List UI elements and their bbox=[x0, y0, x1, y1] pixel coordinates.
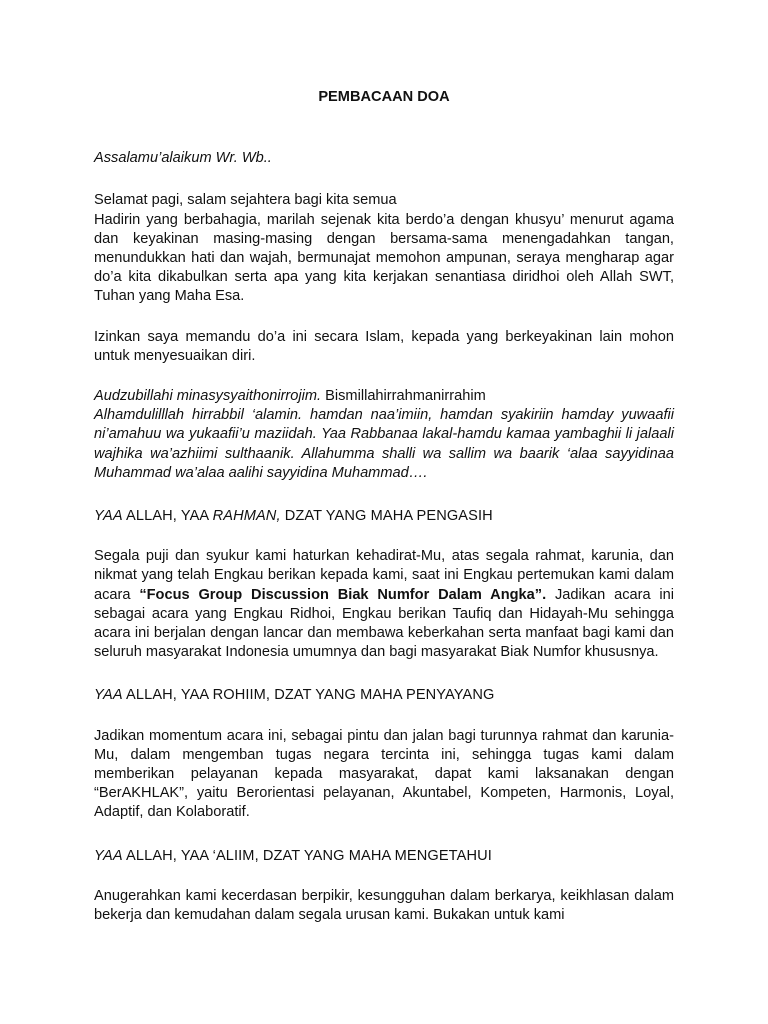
page-title: PEMBACAAN DOA bbox=[318, 89, 450, 105]
heading-yaa: YAA bbox=[94, 687, 123, 704]
praise-text-end: Jadikan acara ini sebagai acara yang Engkau Ridhoi, Engkau berikan Taufiq dan Hidayah-Mu sehingga acara ini berjalan dengan lancar dan membawa keberkahan serta manfaat bagi kami dan seluruh masyarakat Indonesia umumnya dan bagi masyarakat Biak Numfor khususnya. bbox=[94, 586, 675, 661]
event-name: “Focus Group Discussion Biak Numfor Dalam Angka”. bbox=[139, 586, 547, 603]
document-body bbox=[94, 88, 674, 925]
heading-text: ALLAH, YAA ‘ALIIM, DZAT YANG MAHA MENGETAHUI bbox=[122, 847, 492, 864]
section-heading-aliim bbox=[94, 847, 674, 866]
greeting: Assalamu’alaikum Wr. Wb.. bbox=[94, 150, 272, 167]
heading-text: ALLAH, YAA ROHIIM, DZAT YANG MAHA PENYAYANG bbox=[122, 687, 495, 704]
heading-yaa: YAA bbox=[94, 508, 123, 525]
paragraph-opening-line: Selamat pagi, salam sejahtera bagi kita semua bbox=[94, 192, 397, 209]
taawudz-text: Audzubillahi minasysyaithonirrojim. bbox=[94, 388, 322, 405]
praise-text: Segala puji dan syukur kami haturkan kehadirat-Mu, atas segala rahmat, karunia, dan nikmat yang telah Engkau berikan kepada kami, saat ini Engkau pertemukan kami dalam acara bbox=[94, 548, 674, 603]
paragraph-opening-prayer-intro bbox=[94, 387, 674, 406]
section-heading-rahman bbox=[94, 507, 674, 526]
paragraph-guidance: Izinkan saya memandu do’a ini secara Islam, kepada yang berkeyakinan lain mohon untuk menyesuaikan diri. bbox=[94, 328, 674, 364]
paragraph-momentum: Jadikan momentum acara ini, sebagai pintu dan jalan bagi turunnya rahmat dan karunia-Mu, dalam mengemban tugas negara tercinta ini, sehingga tugas kami dalam memberikan pelayanan kepada masyarakat, dapat kami laksanakan dengan “BerAKHLAK”, yaitu Berorientasi pelayanan, Akuntabel, Kompeten, Harmonis, Loyal, Adaptif, dan Kolaboratif. bbox=[94, 727, 674, 821]
section-heading-rohiim bbox=[94, 686, 674, 705]
paragraph-opening: Hadirin yang berbahagia, marilah sejenak kita berdo’a dengan khusyu’ menurut agama dan keyakinan masing-masing dengan bersama-sama menengadahkan tangan, menundukkan hati dan wajah, bermunajat memohon ampunan, seraya mengharap agar do’a kita dikabulkan serta apa yang kita kerjakan senantiasa diridhoi oleh Allah SWT, Tuhan yang Maha Esa. bbox=[94, 211, 674, 305]
paragraph-opening-prayer: Alhamdulilllah hirrabbil ‘alamin. hamdan naa’imiin, hamdan syakiriin hamday yuwaafii ni’amahuu wa yukaafii’u maziidah. Yaa Rabbanaa lakal-hamdu kamaa yambaghii li jalaali wajhika wa’azhiimi sulthaanik. Allahumma shalli wa sallim wa baarik ‘alaa sayyidinaa Muhammad wa’alaa aalihi sayyidina Muhammad…. bbox=[94, 407, 674, 481]
paragraph-request: Anugerahkan kami kecerdasan berpikir, kesungguhan dalam berkarya, keikhlasan dalam bekerja dan kemudahan dalam segala urusan kami. Bukakan untuk kami bbox=[94, 887, 674, 924]
paragraph-praise bbox=[94, 547, 674, 662]
heading-text: ALLAH, YAA bbox=[122, 508, 213, 525]
basmalah-text: Bismillahirrahmanirrahim bbox=[321, 388, 486, 405]
heading-yaa: YAA bbox=[94, 847, 123, 864]
heading-text-end: DZAT YANG MAHA PENGASIH bbox=[280, 508, 493, 525]
heading-italic: RAHMAN, bbox=[212, 508, 281, 525]
